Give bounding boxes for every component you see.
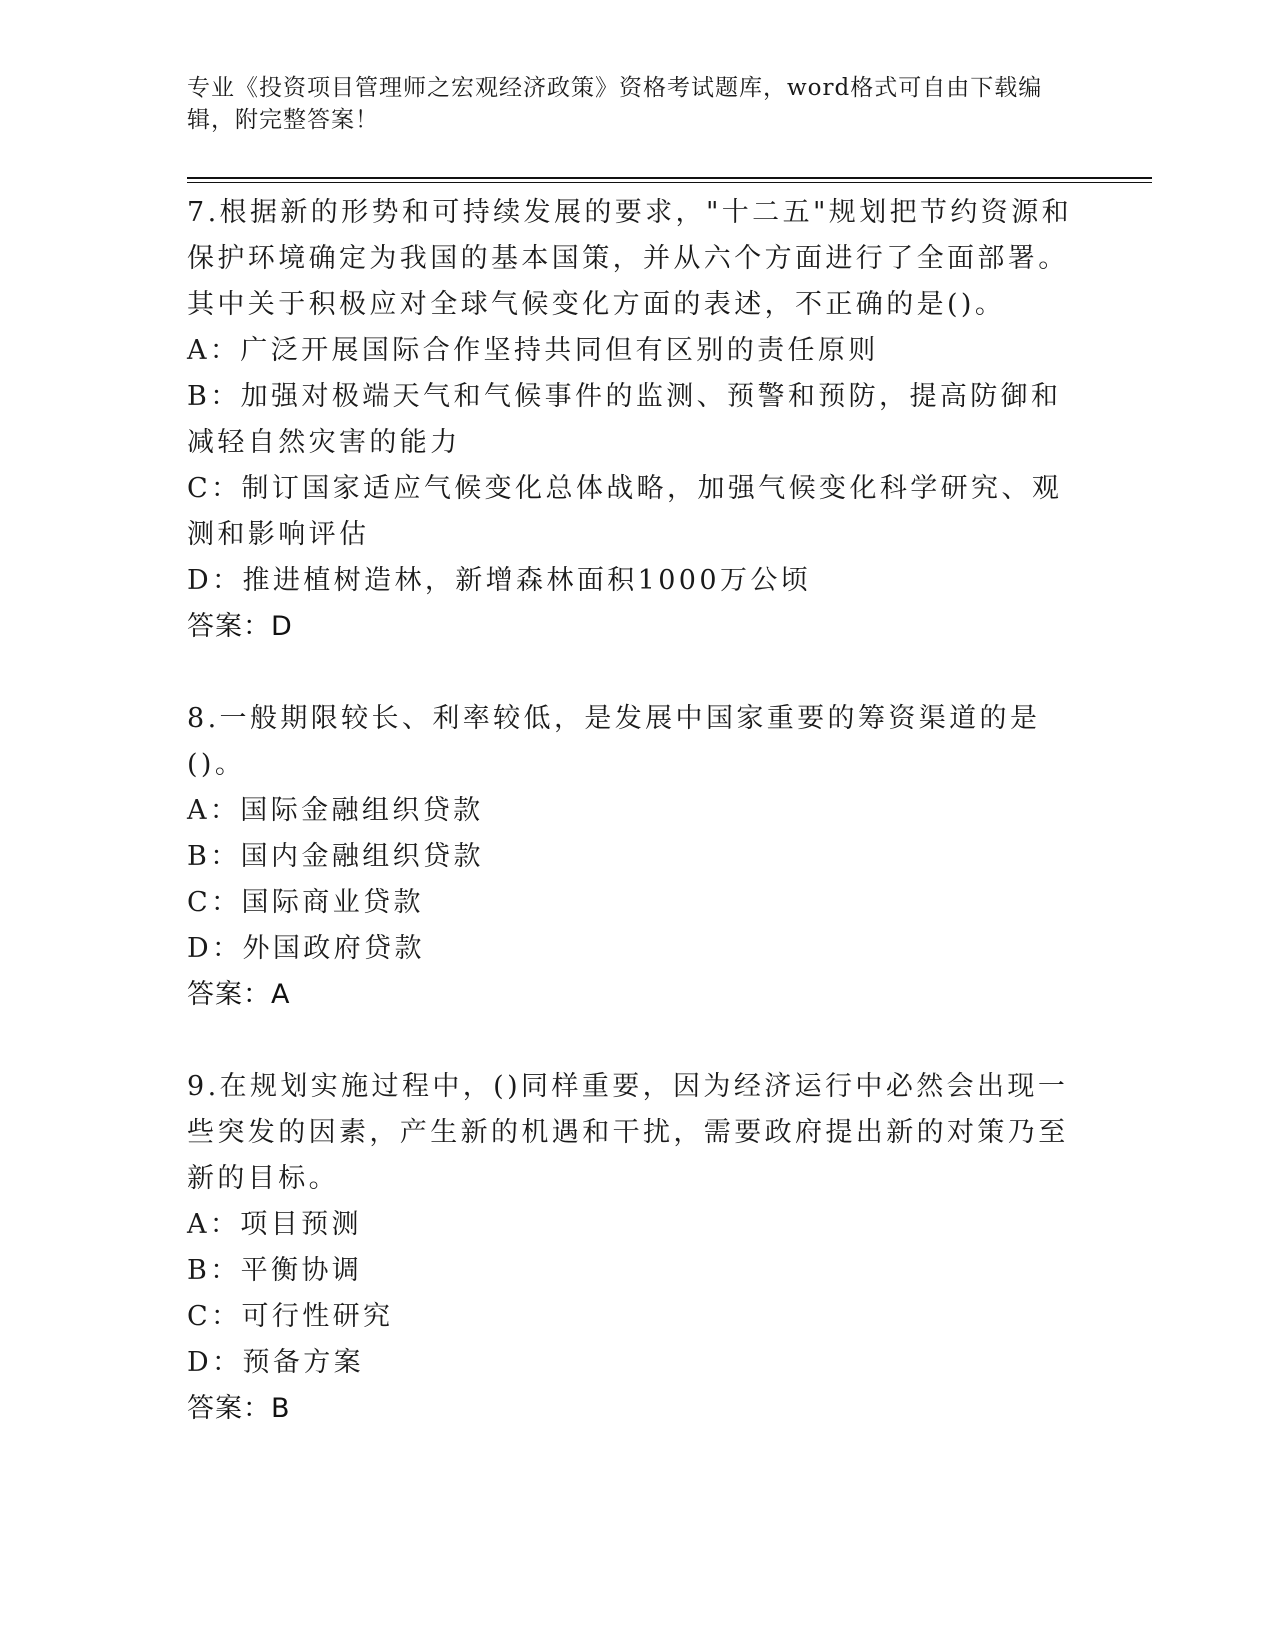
option-d: D：预备方案 (187, 1347, 365, 1378)
document-header: 专业《投资项目管理师之宏观经济政策》资格考试题库，word格式可自由下载编辑，附完整答案！ (187, 75, 1043, 133)
header-divider-thick (187, 177, 1152, 179)
option-c: C：制订国家适应气候变化总体战略，加强气候变化科学研究、观测和影响评估 (187, 473, 1063, 550)
question-stem: 7.根据新的形势和可持续发展的要求，"十二五"规划把节约资源和保护环境确定为我国的基本国策，并从六个方面进行了全面部署。其中关于积极应对全球气候变化方面的表述，不正确的是()。 (187, 197, 1072, 320)
question-9 (187, 1064, 1087, 1432)
option-a: A：广泛开展国际合作坚持共同但有区别的责任原则 (187, 335, 879, 366)
header-divider-thin (187, 182, 1152, 183)
question-7 (187, 190, 1087, 650)
answer-line: 答案：A (187, 979, 291, 1010)
option-a: A：国际金融组织贷款 (187, 795, 484, 826)
question-stem: 9.在规划实施过程中，()同样重要，因为经济运行中必然会出现一些突发的因素，产生新的机遇和干扰，需要政府提出新的对策乃至新的目标。 (187, 1071, 1069, 1194)
option-d: D：推进植树造林，新增森林面积1000万公顷 (187, 565, 812, 596)
option-a: A：项目预测 (187, 1209, 362, 1240)
answer-line: 答案：D (187, 611, 293, 642)
option-b: B：国内金融组织贷款 (187, 841, 484, 872)
question-stem: 8.一般期限较长、利率较低，是发展中国家重要的筹资渠道的是()。 (187, 703, 1041, 780)
question-8 (187, 696, 1087, 1018)
option-b: B：加强对极端天气和气候事件的监测、预警和预防，提高防御和减轻自然灾害的能力 (187, 381, 1062, 458)
option-d: D：外国政府贷款 (187, 933, 425, 964)
option-c: C：国际商业贷款 (187, 887, 424, 918)
option-b: B：平衡协调 (187, 1255, 363, 1286)
answer-line: 答案：B (187, 1393, 291, 1424)
option-c: C：可行性研究 (187, 1301, 394, 1332)
question-list (187, 190, 1087, 1478)
